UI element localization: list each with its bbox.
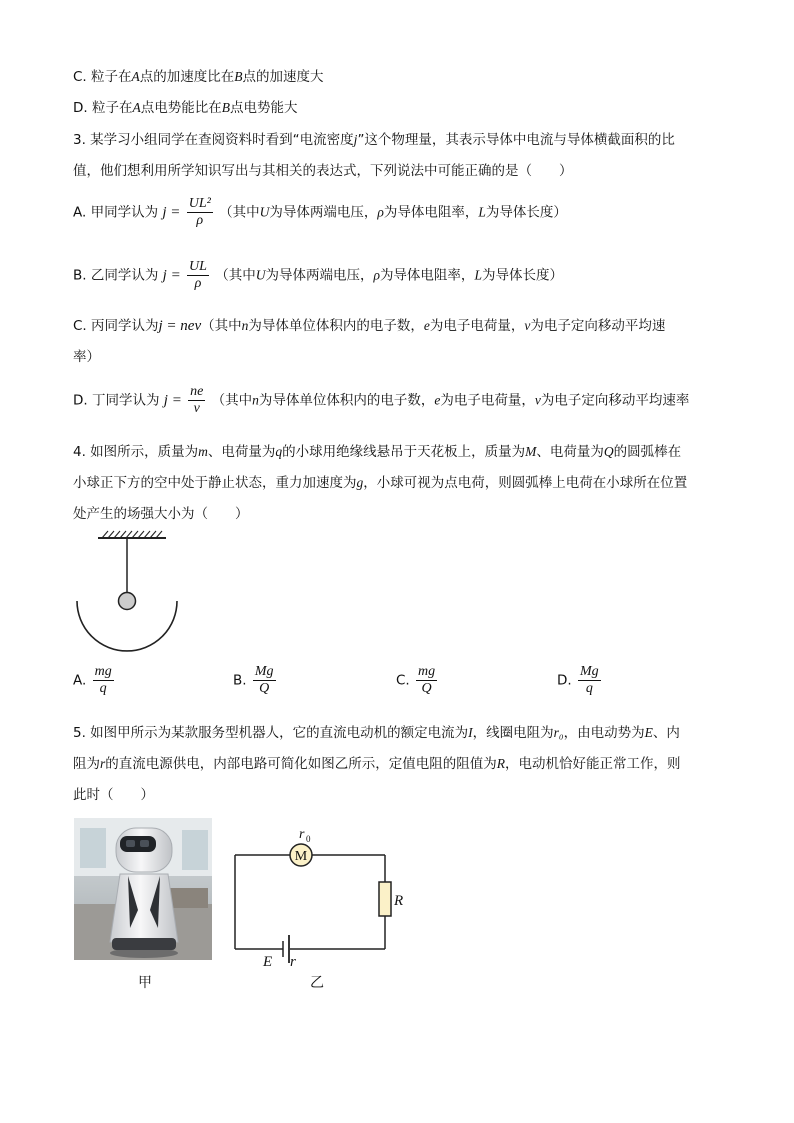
internal-resistance-label: r — [290, 954, 296, 970]
q4-option-d: D. $\frac{Mg}{q}$ — [557, 664, 599, 696]
circuit-diagram — [228, 822, 413, 972]
r0-label: r — [299, 827, 305, 842]
motor-label: M — [294, 849, 308, 864]
q3-option-c: C. 丙同学认为j = nev（其中n为导体单位体积内的电子数，e为电子电荷量，v为电子定向移动平均速 — [73, 318, 666, 334]
figure-jia-caption: 甲 — [138, 975, 152, 991]
q3-option-c-cont: 率） — [73, 349, 100, 365]
q3-stem-line1: 3. 某学习小组同学在查阅资料时看到“电流密度j”这个物理量，其表示导体中电流与导体横截面积的比 — [73, 132, 675, 148]
resistor-label: R — [394, 893, 404, 909]
q4-option-c: C. $\frac{mg}{Q}$ — [396, 664, 436, 696]
q3-d-fraction: $\frac{ne}{v}$ — [190, 384, 204, 416]
q4-stem-line3: 处产生的场强大小为（ ） — [73, 506, 249, 522]
q5-stem-line1: 5. 如图甲所示为某款服务型机器人，它的直流电动机的额定电流为I，线圈电阻为r₀，由电动势为E、内 — [73, 725, 680, 741]
q2-option-c: C. 粒子在A点的加速度比在B点的加速度大 — [73, 69, 324, 85]
q5-stem-line3: 此时（ ） — [73, 787, 154, 803]
q3-option-d: D. 丁同学认为 j = $\frac{ne}{v}$ （其中n为导体单位体积内的电子数，e为电子电荷量，v为电子定向移动平均速率 — [73, 384, 690, 416]
figure-yi-caption: 乙 — [310, 975, 324, 991]
q3-b-fraction: $\frac{UL}{\rho}$ — [189, 259, 207, 291]
q4-stem-line1: 4. 如图所示，质量为m、电荷量为q的小球用绝缘线悬吊于天花板上，质量为M、电荷量为Q的圆弧棒在 — [73, 444, 682, 460]
robot-photo — [74, 818, 212, 960]
q4-pendulum-arc-figure — [70, 530, 185, 655]
q5-stem-line2: 阻为r的直流电源供电，内部电路可简化如图乙所示，定值电阻的阻值为R，电动机恰好能正常工作，则 — [73, 756, 681, 772]
q3-option-a: A. 甲同学认为 j = $\frac{\text{UL²}}{\rho}$ （其中U为导体两端电压，ρ为导体电阻率，L为导体长度） — [73, 196, 567, 228]
q3-option-b: B. 乙同学认为 j = $\frac{UL}{\rho}$ （其中U为导体两端电压，ρ为导体电阻率，L为导体长度） — [73, 259, 563, 291]
r0-subscript: 0 — [306, 834, 311, 844]
emf-label: E — [263, 954, 273, 970]
q4-option-b: B. $\frac{Mg}{Q}$ — [233, 664, 274, 696]
q4-option-a: A. $\frac{mg}{q}$ — [73, 664, 112, 696]
q3-a-fraction: $\frac{\text{UL²}}{\rho}$ — [188, 196, 211, 228]
q2-option-d: D. 粒子在A点电势能比在B点电势能大 — [73, 100, 298, 116]
q3-stem-line2: 值，他们想利用所学知识写出与其相关的表达式，下列说法中可能正确的是（ ） — [73, 163, 573, 179]
q4-stem-line2: 小球正下方的空中处于静止状态，重力加速度为g，小球可视为点电荷，则圆弧棒上电荷在小球所在位置 — [73, 475, 688, 491]
